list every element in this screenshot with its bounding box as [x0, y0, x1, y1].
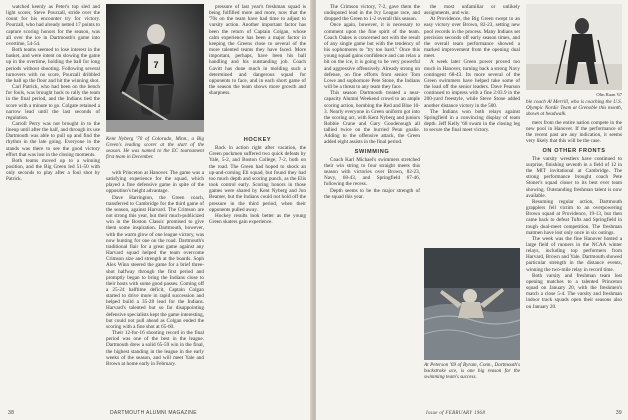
left-column-3: [209, 4, 306, 404]
paragraph: The varsity wrestlers have continued to surprise, finishing seventh in a field of 12 in the MIT invitational at Cambridge. The strong performance brought coach Pete Stoner's squad closer to its best ever team showing. Outstanding freshman talent is now available.: [526, 155, 622, 199]
left-page: [0, 0, 312, 420]
paragraph: Back in action right after vacation, the Green puckmen suffered two quick defeats by Yale, 5-2, and Boston College, 7-2, both on the road. The Green had hoped to shock an up-and-coming Eli squad, but found they had too much depth and scoring punch, as the Elis took control early. Scoring honors in those games were shared by Kent Nyberg and Jon Beamer, but the Indians could not hold off the pressure in the third period, when their opponents pulled away.: [209, 145, 306, 213]
paragraph: The Indians won both relays against Springfield in a convincing display of team depth. Jeff Kelly '68 swam in the closing leg to secure the final meet victory.: [424, 108, 520, 134]
swimming-heading: SWIMMING: [354, 148, 390, 155]
right-column-3: [526, 120, 622, 404]
paragraph: mers from the entire nation compete in the new pool in Hanover. If the performance of the recent past are any indication, it seems very likely that this will be the case.: [526, 120, 622, 145]
paragraph: Both varsity and freshman team lost opening matches to a talented Princeton squad on January 20, with the freshmen's match a close 5-4. The varsity and freshman indoor track squads open their seasons also on January 20.: [526, 272, 622, 310]
paragraph: Their 12-for-16 shooting record in the final period was one of the best in the league. Dartmouth drew a solid 65-59 win in the final, the highest standing in the league in the early weeks of the season, and will meet Yale and Brown at home early in February.: [106, 330, 204, 367]
coach-illustration: [526, 4, 622, 90]
paragraph: The Crimson victory, 7-2, gave them the undisputed lead in the Ivy League race, and dropped the Green to 1-2 overall this season.: [324, 4, 420, 23]
right-page: [316, 0, 628, 420]
paragraph: Resuming regular action, Dartmouth grapplers fell victim to an overpowering Brown squad at Providence, 19-13, but then came back to defeat Tufts and Springfield in tough dual-meet competition. The freshman matmen have lost only once in six outings.: [526, 198, 622, 236]
svg-text:7: 7: [153, 60, 159, 70]
paragraph: A week later Green power proved too much in Hanover, turning back a strong Navy contingent 68-43. Its more several of the Green swimmers have helped take some of the load off the senior leaders. Dave Pearson continued to impress with a fine 2:03.9 in the 200-yard freestyle, while Steve Stone added another distance victory in the 500.: [424, 59, 520, 109]
paragraph: Hockey results look better as the young Green skaters gain experience.: [209, 212, 306, 226]
right-column-1: [324, 4, 420, 404]
photo-caption: Kent Nyberg '70 of Colorado, Minn., a Big Green's leading scorer at the start of the season. He was named to the EC tournament first team in December.: [106, 136, 204, 160]
coach-photo: [526, 4, 622, 90]
paragraph: Once again, however, it is necessary to comment upon the fine spirit of the team. Coach Oakes is concerned not with the result of any single game but with the tendency of his sophomores to "try too hard." Once this young squad gains confidence and can relax a bit on the ice, it is going to be very powerful and aggressive offensively. Already strong on defense, on fine efforts from senior Tom Lowe and sophomore Pete Stone, the Indians will be a threat to any team they face.: [324, 22, 420, 91]
photo-credit: Olin Ruan '67: [596, 92, 622, 97]
paragraph: The week was the fine Hanover hosted a large field of runners in the NCAA winter relays, including top performers from Harvard, Brown and Yale. Dartmouth showed particular strength in the distance events, winning the two-mile relay in record time.: [526, 235, 622, 273]
paragraph: Dave Harrington, the Green coach, transferred to Cambridge for the third game of the season, against Harvard. The Crimson are not strong this year, but their much-publicized win in the Boston Classic promised to give them some inspiration. Dartmouth, however, with the warm glow of one league victory, was now hunting for one on the road. Dartmouth's traditional flair for a great game against any Harvard squad helped the team overcome Crimson size and strength at the boards. Soph Alex Winn steered the game for a brief three-shot halfway through the first period and promptly began to bring the Indians close to their hosts with some good passes. Coming off a 25-24 halftime deficit, Captain Colgan started to drive more in rapid succession and helped build a 35-28 lead for the Indians. Harvard's talented but so far disappointing defensive specialists kept the game interesting, but could not pull ahead as Colgan ended the scoring with a fine shot at 65-60.: [106, 194, 204, 330]
paragraph: pressure of last year's freshman squad is being fulfilled more and more, now that the '70s on the team have had time to adjust to varsity action. Another important factor has been the return of Captain Colgan, whose calm experience has been a major factor in keeping the Greens close to several of the more talented teams they have faced. More important, perhaps, have been his ball handling and his outstanding job. Coach Gavitt has done much in molding such a determined and dangerous squad for opponents to face, and in each short game of the season the team shows more growth and sharpness.: [209, 4, 306, 97]
hockey-heading: HOCKEY: [243, 137, 272, 143]
left-column-2: [106, 170, 204, 406]
swimmer-illustration: [424, 248, 520, 360]
paragraph: At Providence, the Big Green swept to an easy victory over Brown, 82-23, setting new pool records in the process. Many Indians set precision seconds off early season times, and the overall team performance showed a marked improvement from the opening dual meet.: [424, 16, 520, 60]
other-fronts-heading: ON OTHER FRONTS: [542, 147, 606, 154]
paragraph: watched keenly as Peter's top sled and light scorer, Steve Pourzall, stride over the count for his encounter try for victory. Pourzall, who had already netted 17 points to capture scoring honors for the season, was all over the ice in Dartmouth's game into overtime, 54-54.: [6, 4, 100, 47]
paragraph: Carl Patrick, who had been on the bench for fouls, was brought back to rally the team in the final period, and the Indians tied the score with a minute to go. Colgate retained a narrow lead until the last seconds of regulation.: [6, 84, 100, 121]
page-number: 38: [8, 410, 15, 416]
paragraph: Depth seems to be the major strength of the squad this year.: [324, 187, 420, 200]
paragraph: Both teams moved up to a winning position, and the Big Green led 51-50 with only seconds to play after a foul shot by Patrick.: [6, 157, 100, 183]
paragraph: Both teams seemed to lose interest in the basket, and were intent on slowing the game up in the overtime, holding the ball for long periods without shooting. Following several turnovers with no score, Pourzall dribbled the ball up the floor and hit the winning shot.: [6, 47, 100, 84]
column-3-top-text: [209, 4, 306, 134]
paragraph: This season Dartmouth treated a near-capacity Alumni Weekend crowd to an ample scoring action, bombing the Red and Blue 10-3. Nearly everyone in Green uniform got into the scoring act, with Kent Nyberg and juniors Robbie Crane and Gary Goodenough all tallied twice on the hurried Penn goalie. Adding to the offensive attack, the Green added eight assists in the final period.: [324, 90, 420, 146]
swimmer-photo: [424, 248, 520, 360]
coach-caption: ble coach Al Merrill, who is coaching the U.S. Olympic Nordic Team at Grenoble this month, shown at headwalk.: [526, 99, 622, 117]
paragraph: Carroll Perry was not brought in to the lineup until after the half, and through its use Dartmouth was able to pull up and find the rhythm in the late going. Everyone in the stands was there to see the good victory effort that was lost in the closing moments.: [6, 120, 100, 158]
right-column-2: [424, 4, 520, 244]
magazine-title: DARTMOUTH ALUMNI MAGAZINE: [110, 410, 197, 416]
page-number: 39: [615, 410, 622, 416]
photo-caption: At Peterson '69 of Byram, Conn., Dartmouth's backstroke ace, is one big reason for the swimming team's success.: [424, 362, 520, 380]
issue-date: Issue of FEBRUARY 1968: [426, 411, 486, 416]
left-column-1: [6, 4, 100, 404]
hockey-player-illustration: [106, 4, 204, 132]
paragraph: Coach Karl Michael's swimmers stretched their win string to four straight meets this season with victories over Brown, 82-23, Navy, 68-43, and Springfield 67-46, following the recess.: [324, 156, 420, 188]
paragraph: the most unfamiliar or unlikely assignments, and win.: [424, 4, 520, 17]
hockey-player-photo: [106, 4, 204, 132]
paragraph: with Princeton at Hanover. The game was a satisfying experience for the squad, which played a fine defensive game in spite of the opposition's height advantage.: [106, 170, 204, 195]
